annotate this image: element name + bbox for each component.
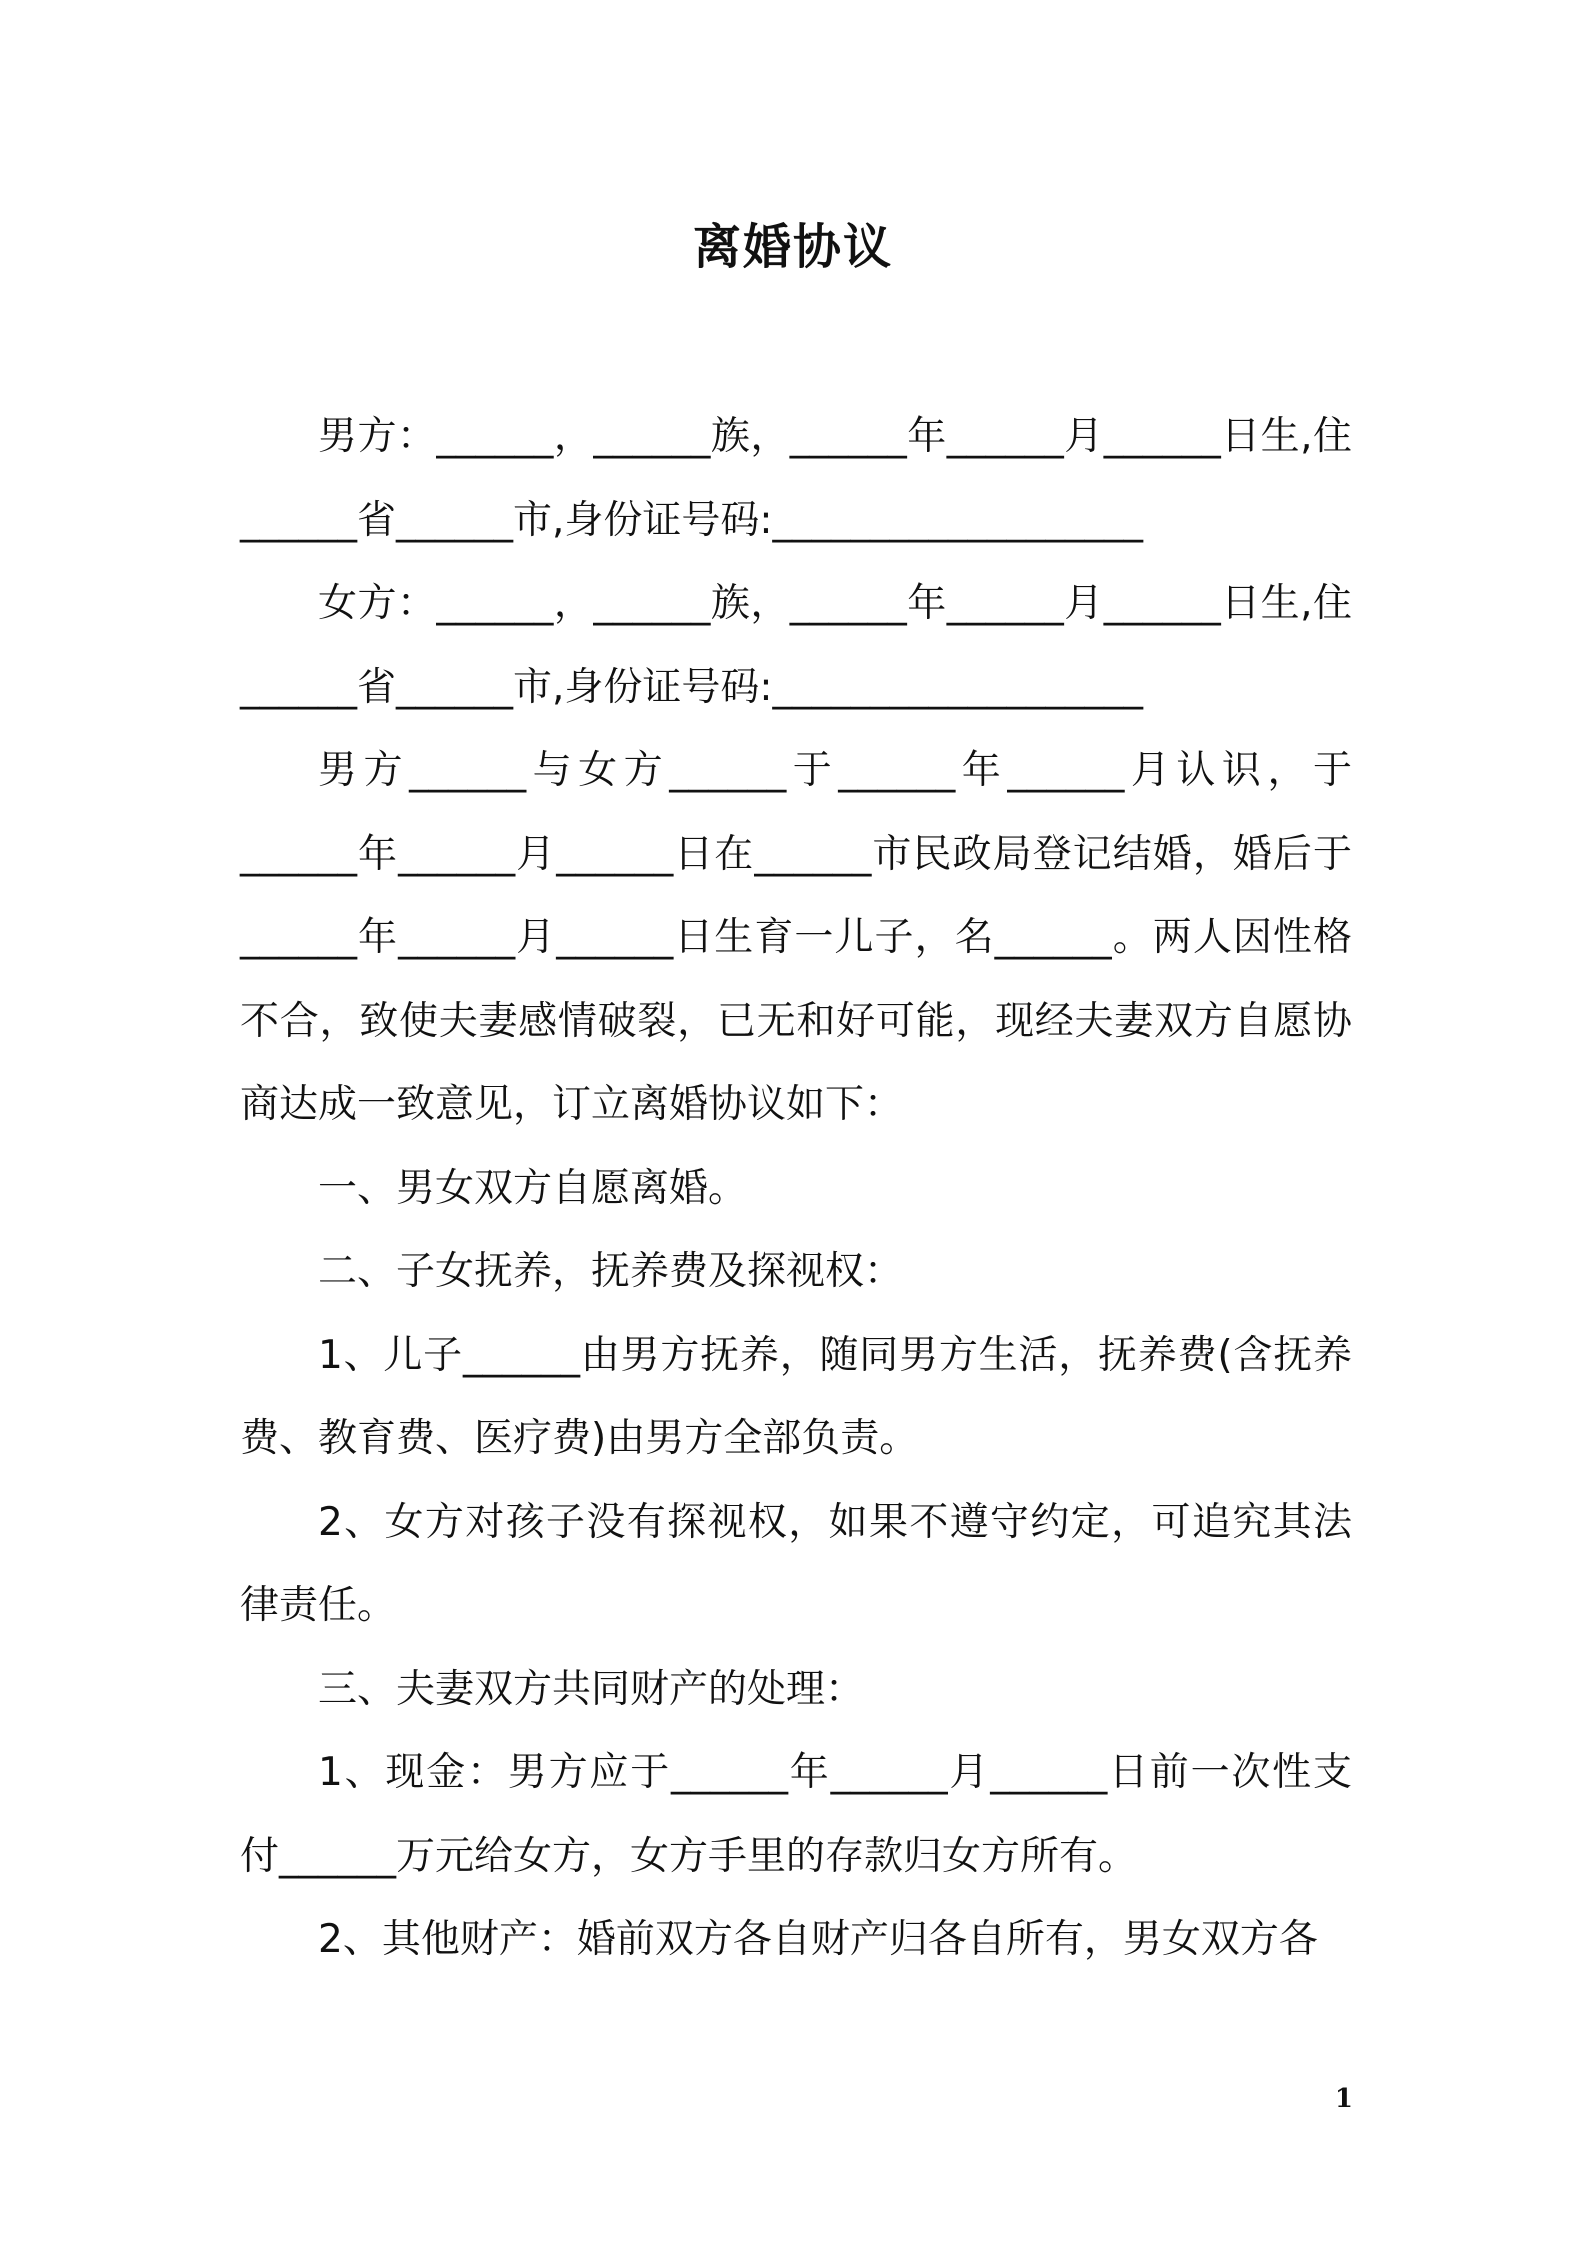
clause-2-item-1: 1、儿子______由男方抚养，随同男方生活，抚养费(含抚养费、教育费、医疗费)由男方全部负责。: [240, 1332, 1352, 1461]
clause-1-divorce: 一、男女双方自愿离婚。: [318, 1165, 748, 1211]
document-body: [240, 395, 1352, 1982]
page-number: 1: [1334, 2084, 1353, 2114]
clause-2-item-2: 2、女方对孩子没有探视权，如果不遵守约定，可追究其法律责任。: [240, 1499, 1352, 1628]
document-title: 离婚协议: [692, 219, 893, 275]
clause-3-heading: 三、夫妻双方共同财产的处理：: [318, 1666, 865, 1712]
clause-3-item-1: 1、现金：男方应于______年______月______日前一次性支付______万元给女方，女方手里的存款归女方所有。: [240, 1750, 1352, 1879]
clause-3-item-2: 2、其他财产：婚前双方各自财产归各自所有，男女双方各: [318, 1917, 1318, 1962]
clause-2-heading: 二、子女抚养，抚养费及探视权：: [318, 1249, 904, 1294]
paragraph-marriage-background: 男方______与女方______于______年______月认识，于______年______月______日在______市民政局登记结婚，婚后于______年______月______日生育一儿子，名______。两人因性格不合，致使夫妻感情破裂，已无和好可能，现经夫妻双方自愿协商达成一致意见，订立离婚协议如下：: [240, 748, 1352, 1127]
paragraph-male-party: 男方：______，______族，______年______月______日生,住______省______市,身份证号码:___________________: [240, 414, 1352, 543]
paragraph-female-party: 女方：______，______族，______年______月______日生,住______省______市,身份证号码:___________________: [240, 581, 1352, 710]
